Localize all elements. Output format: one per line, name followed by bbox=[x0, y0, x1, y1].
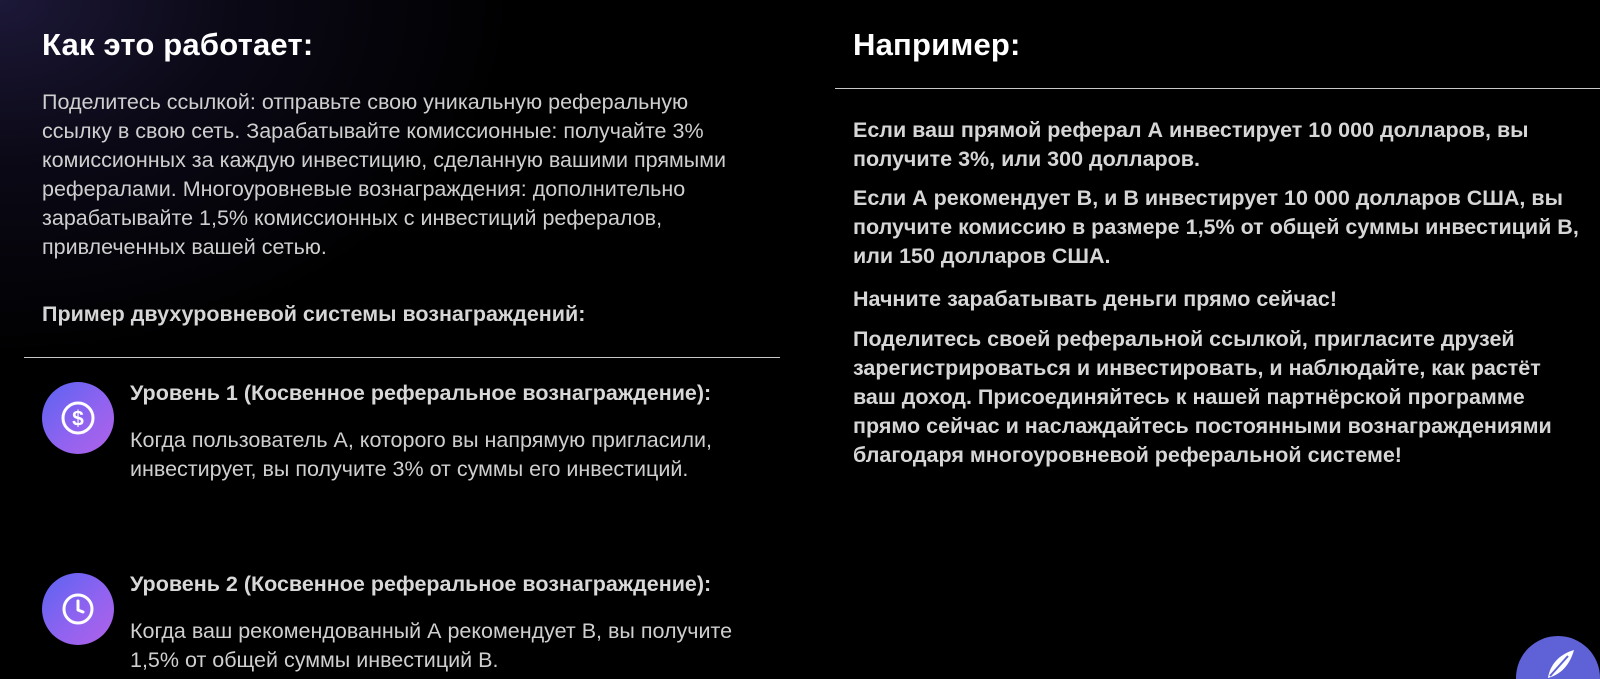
clock-icon bbox=[42, 573, 114, 645]
level-2-title: Уровень 2 (Косвенное реферальное вознаграждение): bbox=[130, 572, 712, 596]
example-paragraph-indirect: Если А рекомендует В, и В инвестирует 10 000 долларов США, вы получите комиссию в размере 1,5% от общей суммы инвестиций В, или 150 долларов США. bbox=[853, 186, 1579, 268]
how-it-works-title: Как это работает: bbox=[42, 27, 314, 62]
level-2-description: Когда ваш рекомендованный А рекомендует B, вы получите 1,5% от общей суммы инвестиций B. bbox=[130, 619, 733, 672]
call-to-action-heading: Начните зарабатывать деньги прямо сейчас! bbox=[853, 287, 1338, 311]
how-it-works-section bbox=[0, 0, 790, 679]
example-divider bbox=[835, 88, 1600, 89]
svg-text:$: $ bbox=[72, 407, 84, 431]
section-divider bbox=[24, 357, 780, 358]
example-section bbox=[853, 0, 1600, 679]
two-level-example-heading: Пример двухуровневой системы вознаграждений: bbox=[42, 302, 586, 326]
example-title: Например: bbox=[853, 27, 1021, 62]
level-1-title: Уровень 1 (Косвенное реферальное вознаграждение): bbox=[130, 381, 712, 405]
example-paragraph-direct: Если ваш прямой реферал А инвестирует 10 000 долларов, вы получите 3%, или 300 долларов. bbox=[853, 118, 1529, 171]
how-it-works-description: Поделитесь ссылкой: отправьте свою уникальную реферальную ссылку в свою сеть. Зарабатывайте комиссионные: получайте 3% комиссионных за каждую инвестицию, сделанную вашими прямыми рефералами. Многоуровневые вознаграждения: дополнительно зарабатывайте 1,5% комиссионных с инвестиций рефералов, привлеченных вашей сетью. bbox=[42, 90, 727, 259]
level-1-description: Когда пользователь А, которого вы напрямую пригласили, инвестирует, вы получите 3% от суммы его инвестиций. bbox=[130, 428, 713, 481]
call-to-action-text: Поделитесь своей реферальной ссылкой, пригласите друзей зарегистрироваться и инвестировать, и наблюдайте, как растёт ваш доход. Присоединяйтесь к нашей партнёрской программе прямо сейчас и наслаждайтесь постоянными вознаграждениями благодаря многоуровневой реферальной системе! bbox=[853, 327, 1552, 467]
chat-leaf-icon bbox=[1540, 644, 1580, 679]
dollar-coin-icon bbox=[42, 382, 114, 454]
